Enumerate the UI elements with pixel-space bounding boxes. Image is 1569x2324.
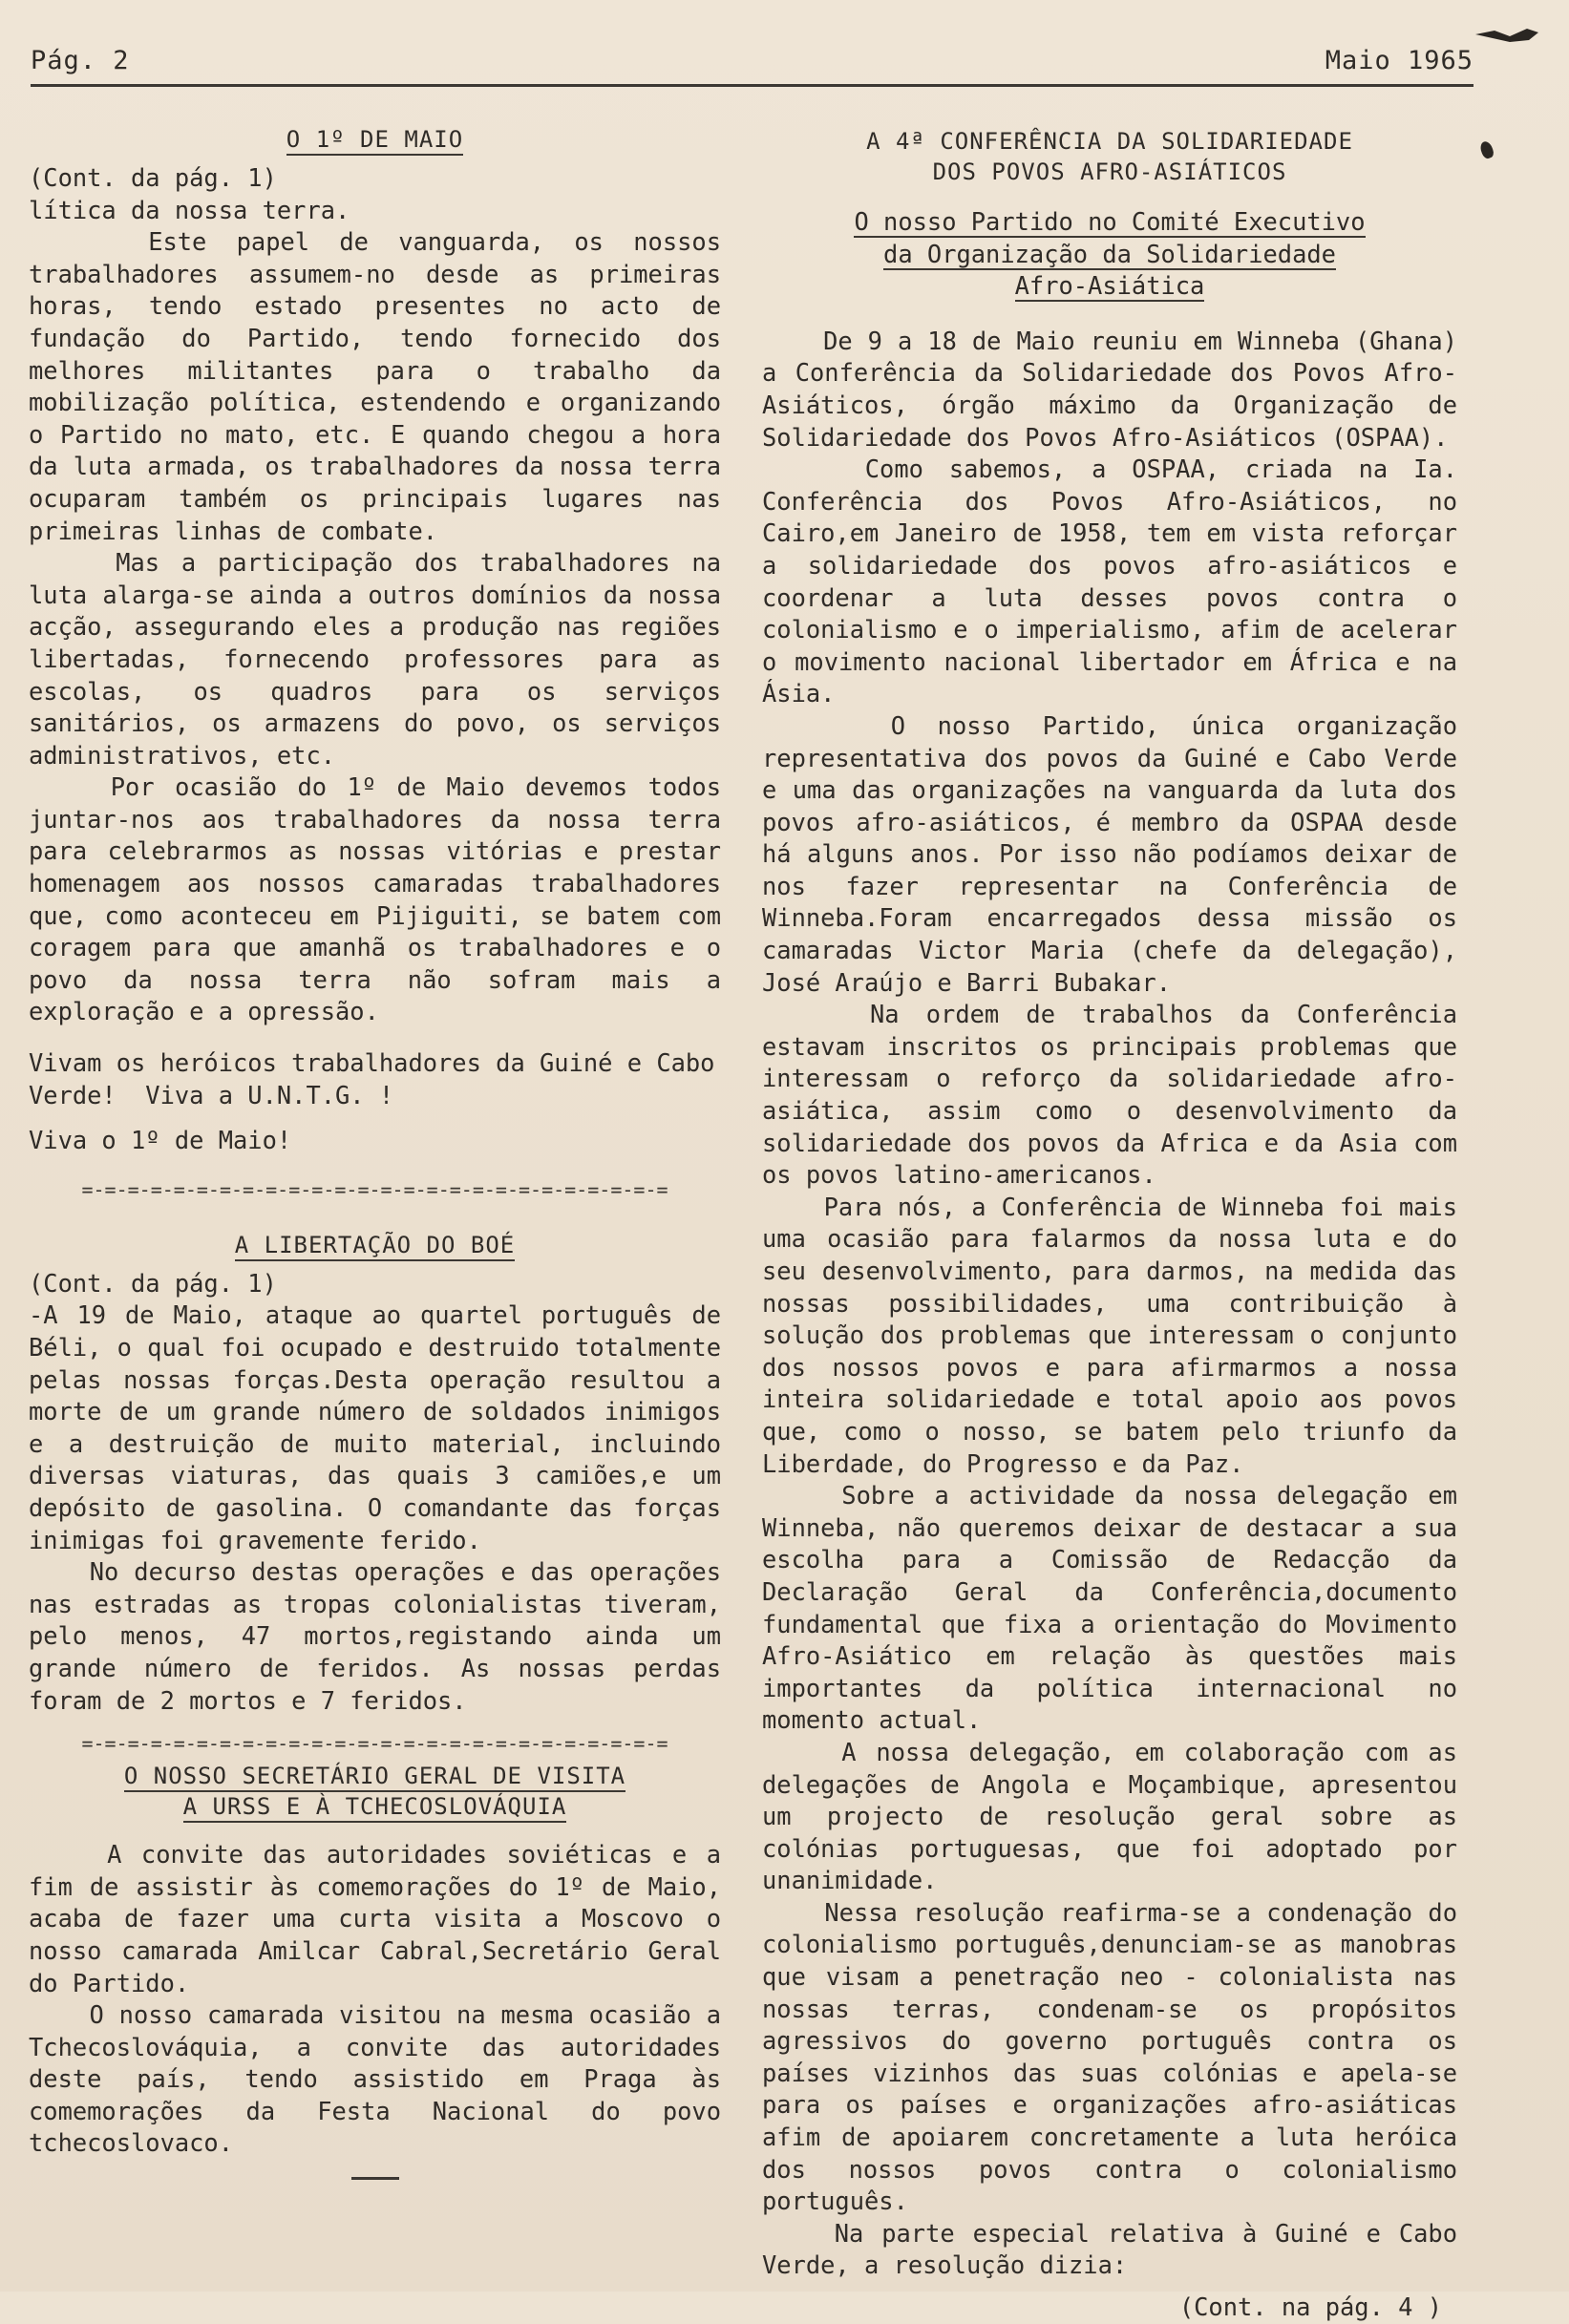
article-title-libertacao-boe: A LIBERTAÇÃO DO BOÉ — [29, 1232, 721, 1258]
section-separator-2: =-=-=-=-=-=-=-=-=-=-=-=-=-=-=-=-=-=-=-=-=-=-=-=-=-= — [81, 1732, 668, 1756]
cheer-may-day: Viva o 1º de Maio! — [29, 1126, 292, 1155]
article-body-primeiro-de-maio: (Cont. da pág. 1) lítica da nossa terra. Este papel de vanguarda, os nossos trabalhadores assumem-no desde as primeiras horas, tendo estado presentes no acto de fundação do Partido, tendo fornecido dos melhores militantes para o trabalho da mobilização política, estendendo e organizando o Partido no mato, etc. E quando chegou a hora da luta armada, os trabalhadores da nossa terra ocuparam também os principais lugares nas primeiras linhas de combate. Mas a participação dos trabalhadores na luta alarga-se ainda a outros domínios da nossa acção, assegurando eles a produção nas regiões libertadas, fornecendo professores para as escolas, os quadros para os serviços sanitários, os armazens do povo, os serviços administrativos, etc. Por ocasião do 1º de Maio devemos todos juntar-nos aos trabalhadores da nossa terra para celebrarmos as nossas vitórias e prestar homenagem aos nossos camaradas trabalhadores que, como aconteceu em Pijiguiti, se batem com coragem para que amanhã os trabalhadores e o povo da nossa terra não sofram mais a exploração e a opressão. — [29, 163, 722, 1026]
cheer-workers: Vivam os heróicos trabalhadores da Guiné e Cabo Verde! Viva a U.N.T.G. ! — [29, 1048, 730, 1109]
article-subtitle-comite: O nosso Partido no Comité Executivo da Organização da Solidariedade Afro-Asiática — [854, 207, 1366, 301]
page-number: Pág. 2 — [31, 46, 130, 75]
article-body-secretario-geral: A convite das autoridades soviéticas e a fim de assistir às comemorações do 1º de Maio, acaba de fazer uma curta visita a Moscovo o nosso camarada Amilcar Cabral,Secretário Geral do Partido. O nosso camarada visitou na mesma ocasião a Tchecoslováquia, a convite das autoridades deste país, tendo assistido em Praga às comemorações da Festa Nacional do povo tchecoslovaco. — [29, 1840, 721, 2158]
article-body-conferencia: De 9 a 18 de Maio reuniu em Winneba (Ghana) a Conferência da Solidariedade dos Povos Afro-Asiáticos, órgão máximo da Organização de Solidariedade dos Povos Afro-Asiáticos (OSPAA). Como sabemos, a OSPAA, criada na Ia. Conferência dos Povos Afro-Asiáticos, no Cairo,em Janeiro de 1958, tem em vista reforçar a solidariedade dos povos afro-asiáticos e coordenar a luta desses povos contra o colonialismo e o imperialismo, afim de acelerar o movimento nacional libertador em África e na Ásia. O nosso Partido, única organização representativa dos povos da Guiné e Cabo Verde e uma das organizações na vanguarda da luta dos povos afro-asiáticos, é membro da OSPAA desde há alguns anos. Por isso não podíamos deixar de nos fazer representar na Conferência de Winneba.Foram encarregados dessa missão os camaradas Victor Maria (chefe da delegação), José Araújo e Barri Bubakar. Na ordem de trabalhos da Conferência estavam inscritos os principais problemas que interessam o reforço da solidariedade afro-asiática, assim como o desenvolvimento da solidariedade dos povos da Africa e da Asia com os povos latino-americanos. Para nós, a Conferência de Winneba foi mais uma ocasião para falarmos da nossa luta e do seu desenvolvimento, para darmos, na medida das nossas possibilidades, uma contribuição à solução dos problemas que interessam o conjunto dos nossos povos e para afirmarmos a nossa inteira solidariedade e total apoio aos povos que, como o nosso, se batem pelo triunfo da Liberdade, do Progresso e da Paz. Sobre a actividade da nossa delegação em Winneba, não queremos deixar de destacar a sua escolha para a Comissão de Redacção da Declaração Geral da Conferência,documento fundamental que fixa a orientação do Movimento Afro-Asiático em relação às questões mais importantes da política internacional no momento actual. A nossa delegação, em colaboração com as delegações de Angola e Moçambique, apresentou um projecto de resolução geral sobre as colónias portuguesas, que foi adoptado por unanimidade. Nessa resolução reafirma-se a condenação do colonialismo português,denunciam-se as manobras que visam a penetração neo - colonialista nas nossas terras, condenam-se os propósitos agressivos do governo português contra os países vizinhos das suas colónias e apela-se para os países e organizações afro-asiáticas afim de apoiarem concretamente a luta heróica dos nossos povos contra o colonialismo português. Na parte especial relativa à Guiné e Cabo Verde, a resolução dizia: — [762, 326, 1457, 2280]
left-column — [29, 126, 730, 2184]
article-title-conferencia: A 4ª CONFERÊNCIA DA SOLIDARIEDADE DOS POVOS AFRO-ASIÁTICOS — [866, 128, 1353, 185]
end-dash — [29, 2166, 721, 2184]
section-separator: =-=-=-=-=-=-=-=-=-=-=-=-=-=-=-=-=-=-=-=-=-=-=-=-=-= — [81, 1177, 668, 1201]
page-header — [31, 46, 1474, 87]
article-body-libertacao-boe: (Cont. da pág. 1) -A 19 de Maio, ataque ao quartel português de Béli, o qual foi ocupado e destruido totalmente pelas nossas forças.Desta operação resultou a morte de um grande número de soldados inimigos e a destruição de muito material, incluindo diversas viaturas, das quais 3 camiões,e um depósito de gasolina. O comandante das forças inimigas foi gravemente ferido. No decurso destas operações e das operações nas estradas as tropas colonialistas tiveram, pelo menos, 47 mortos,registando ainda um grande número de feridos. As nossas perdas foram de 2 mortos e 7 feridos. — [29, 1268, 721, 1715]
article-title-primeiro-de-maio: O 1º DE MAIO — [29, 126, 721, 153]
ink-blot-icon — [1472, 21, 1540, 48]
article-title-secretario-geral: O NOSSO SECRETÁRIO GERAL DE VISITA A URSS E À TCHECOSLOVÁQUIA — [29, 1761, 721, 1822]
ink-dot-icon — [1478, 139, 1495, 159]
right-column — [762, 126, 1457, 2324]
continued-note: (Cont. na pág. 4 ) — [1178, 2292, 1442, 2321]
issue-date: Maio 1965 — [1325, 46, 1474, 75]
